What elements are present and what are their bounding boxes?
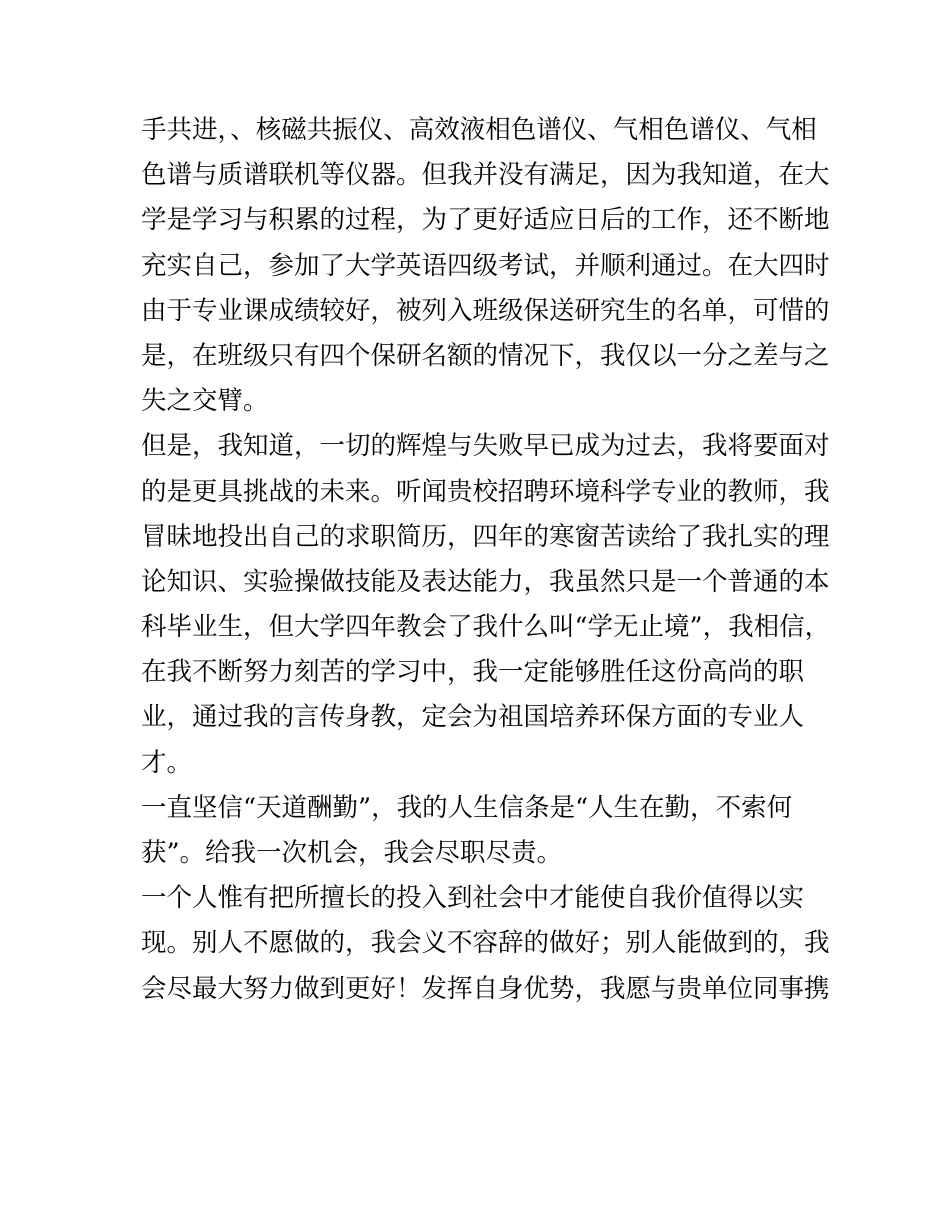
text-line: 色谱与质谱联机等仪器。但我并没有满足，因为我知道，在大	[141, 160, 830, 191]
text-line: 充实自己，参加了大学英语四级考试，并顺利通过。在大四时	[141, 250, 830, 281]
text-line: 由于专业课成绩较好，被列入班级保送研究生的名单，可惜的	[141, 295, 830, 326]
text-line: 一个人惟有把所擅长的投入到社会中才能使自我价值得以实	[141, 883, 805, 914]
text-line: 业，通过我的言传身教，定会为祖国培养环保方面的专业人	[141, 702, 805, 733]
text-line: 会尽最大努力做到更好！发挥自身优势，我愿与贵单位同事携	[141, 973, 830, 1004]
text-line: 现。别人不愿做的，我会义不容辞的做好；别人能做到的，我	[141, 928, 830, 959]
text-line: 获”。给我一次机会，我会尽职尽责。	[141, 838, 563, 868]
text-line: 失之交臂。	[141, 386, 269, 417]
text-line: 在我不断努力刻苦的学习中，我一定能够胜任这份高尚的职	[141, 657, 805, 688]
text-line: 一直坚信“天道酬勤”，我的人生信条是“人生在勤，不索何	[141, 792, 793, 823]
document-body	[141, 108, 831, 1012]
text-line: 论知识、实验操做技能及表达能力，我虽然只是一个普通的本	[141, 566, 830, 597]
text-line: 才。	[141, 747, 193, 778]
text-line: 科毕业生，但大学四年教会了我什么叫“学无止境”，我相信，	[141, 612, 831, 643]
text-line: 冒昧地投出自己的求职简历，四年的寒窗苦读给了我扎实的理	[141, 521, 830, 552]
text-line: 手共进，、核磁共振仪、高效液相色谱仪、气相色谱仪、气相	[141, 115, 817, 145]
text-line: 但是，我知道，一切的辉煌与失败早已成为过去，我将要面对	[141, 431, 830, 462]
text-line: 是，在班级只有四个保研名额的情况下，我仅以一分之差与之	[141, 340, 830, 371]
text-line: 学是学习与积累的过程，为了更好适应日后的工作，还不断地	[141, 205, 830, 236]
text-line: 的是更具挑战的未来。听闻贵校招聘环境科学专业的教师，我	[141, 476, 830, 507]
